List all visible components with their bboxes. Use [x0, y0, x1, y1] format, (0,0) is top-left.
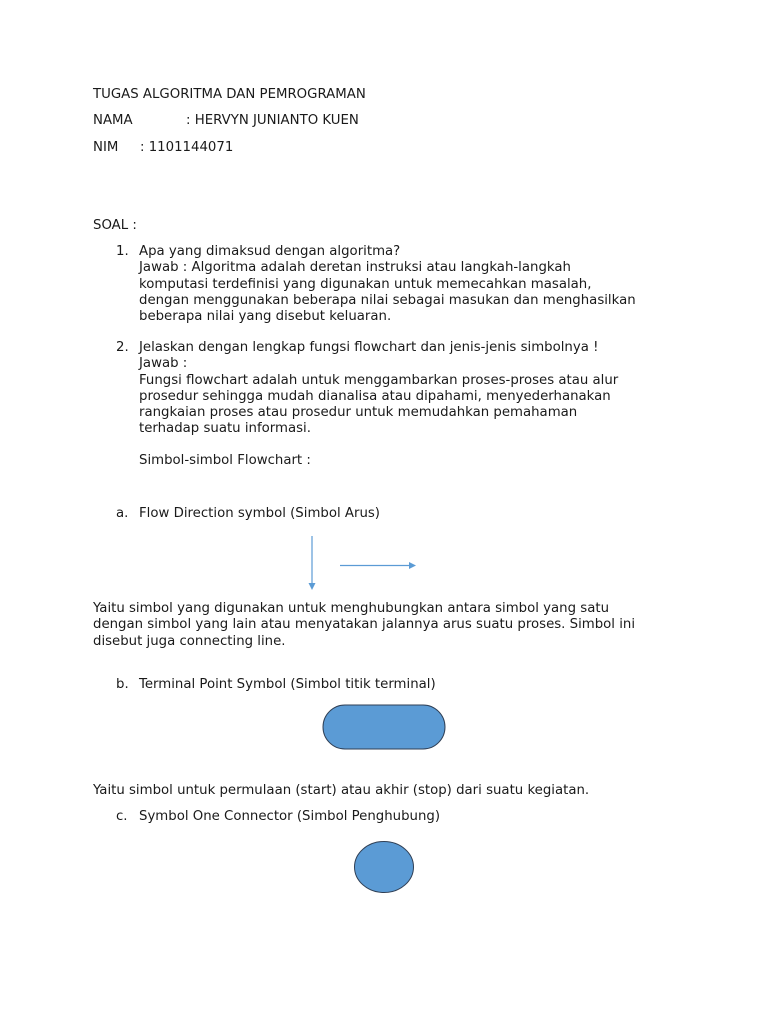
question-2-line: prosedur sehingga mudah dianalisa atau dipahami, menyederhanakan [139, 388, 611, 404]
symbol-letter: a. [116, 506, 129, 521]
document-title: TUGAS ALGORITMA DAN PEMROGRAMAN [93, 87, 366, 102]
question-1-line: Apa yang dimaksud dengan algoritma? [139, 244, 401, 259]
question-1-line: dengan menggunakan beberapa nilai sebagai masukan dan menghasilkan [139, 292, 636, 308]
symbol-a-description-line: disebut juga connecting line. [93, 633, 286, 649]
flow-direction-arrows [300, 532, 430, 594]
question-2-line: Jawab : [139, 356, 188, 372]
symbol-letter: c. [116, 809, 128, 824]
nim-value: : 1101144071 [140, 140, 234, 155]
question-2-text [139, 340, 618, 438]
symbol-a-title: Flow Direction symbol (Simbol Arus) [139, 506, 380, 521]
question-number: 2. [116, 340, 129, 355]
question-2-line: terhadap suatu informasi. [139, 421, 311, 437]
soal-heading: SOAL : [93, 218, 137, 233]
symbol-a-description [93, 601, 635, 650]
symbol-letter: b. [116, 677, 129, 692]
symbol-c-title: Symbol One Connector (Simbol Penghubung) [139, 809, 441, 824]
connector-symbol-icon [353, 840, 417, 896]
arrow-down-icon [309, 536, 316, 590]
name-label: NAMA [93, 113, 133, 128]
symbol-b-description-line: Yaitu simbol untuk permulaan (start) atau akhir (stop) dari suatu kegiatan. [93, 783, 590, 798]
terminal-symbol-icon [322, 704, 447, 752]
question-2-line: Jelaskan dengan lengkap fungsi flowchart dan jenis-jenis simbolnya ! [139, 340, 599, 355]
flowchart-symbols-heading: Simbol-simbol Flowchart : [139, 453, 311, 468]
question-1-line: Jawab : Algoritma adalah deretan instruksi atau langkah-langkah [139, 260, 571, 276]
question-2-line: Fungsi flowchart adalah untuk menggambarkan proses-proses atau alur [139, 372, 619, 388]
name-value: : HERVYN JUNIANTO KUEN [186, 113, 359, 128]
nim-label: NIM [93, 140, 119, 155]
symbol-b-title: Terminal Point Symbol (Simbol titik terminal) [139, 677, 436, 692]
symbol-b-description [93, 783, 589, 799]
question-1-text [139, 244, 636, 325]
symbol-a-description-line: Yaitu simbol yang digunakan untuk menghubungkan antara simbol yang satu [93, 601, 609, 616]
arrow-right-icon [340, 562, 416, 569]
question-2-line: rangkaian proses atau prosedur untuk memudahkan pemahaman [139, 405, 578, 421]
question-1-line: beberapa nilai yang disebut keluaran. [139, 309, 392, 325]
question-1-line: komputasi terdefinisi yang digunakan untuk memecahkan masalah, [139, 276, 592, 292]
question-number: 1. [116, 244, 129, 259]
symbol-a-description-line: dengan simbol yang lain atau menyatakan jalannya arus suatu proses. Simbol ini [93, 617, 636, 633]
